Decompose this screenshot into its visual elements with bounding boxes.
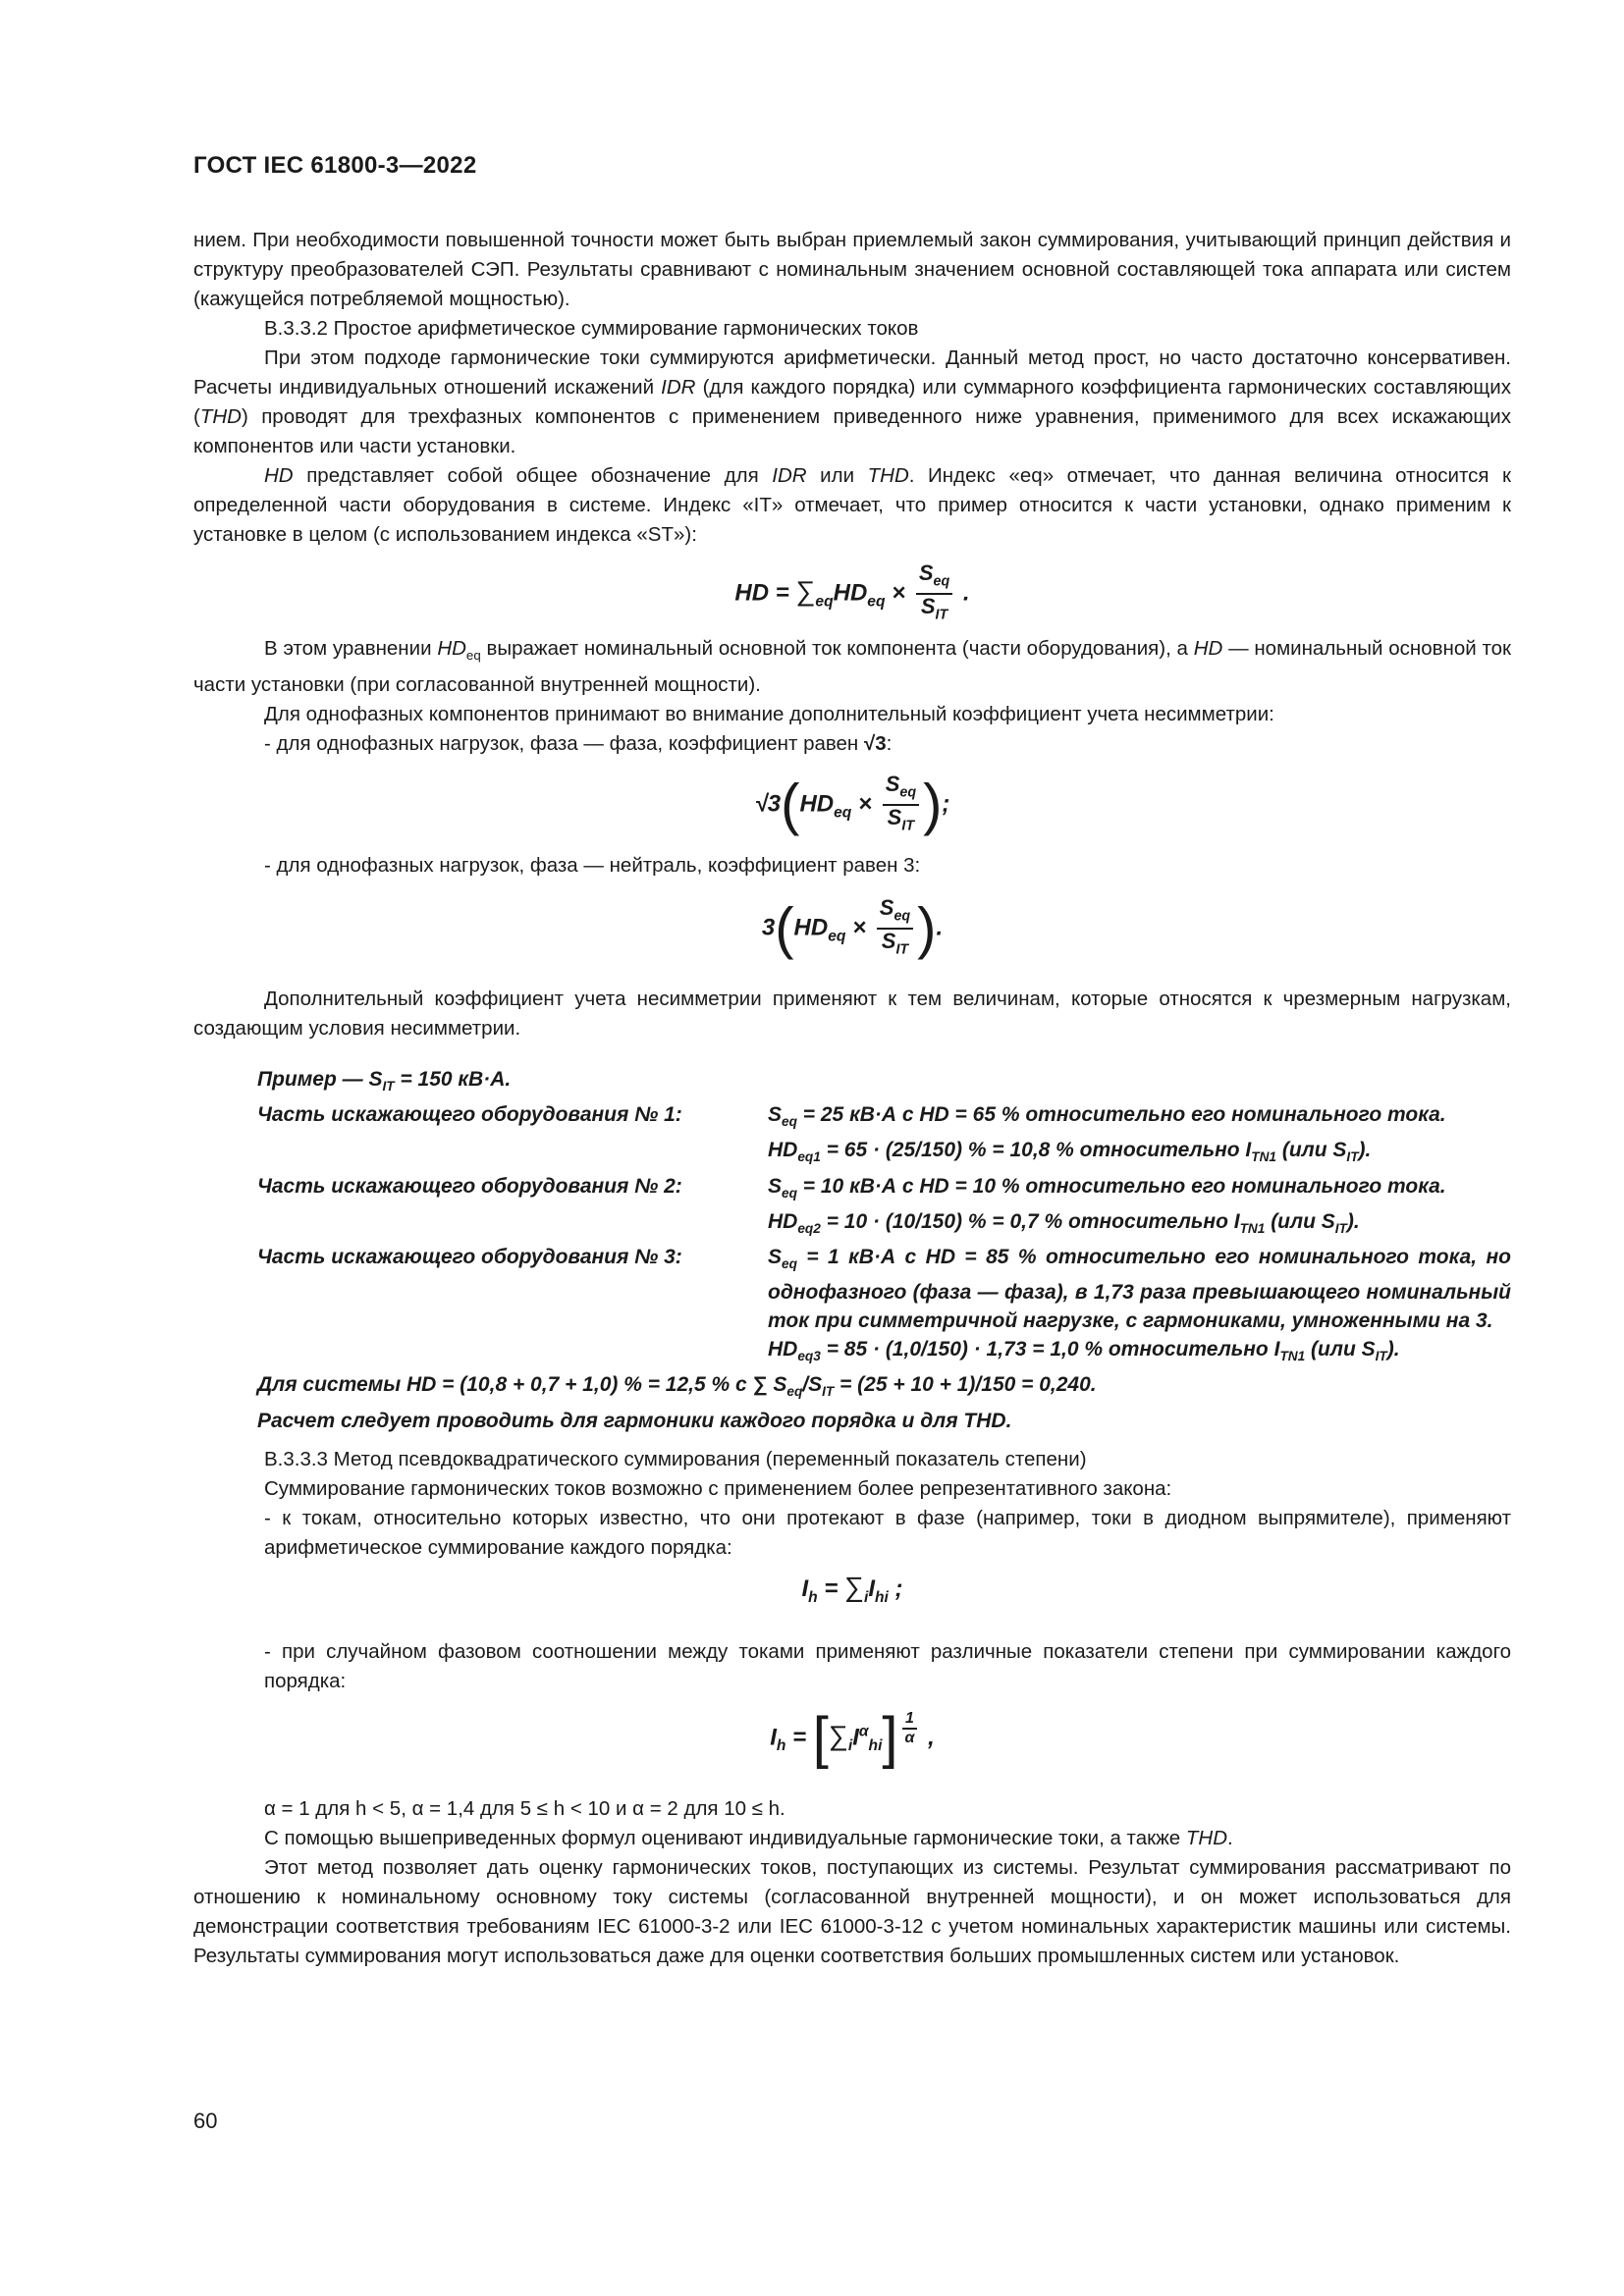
formula-hd-sum: HD = $\sum_{eq}HD_{eq}$ × $\frac{S_{eq}}{S_{IT}}$ . [193, 561, 1511, 616]
section-heading-b332: В.3.3.2 Простое арифметическое суммирование гармонических токов [264, 317, 919, 340]
fraction-seq-sit: $\frac{S_{eq}}{S_{IT}}$ [916, 561, 952, 627]
paragraph-arithmetic-method: При этом подходе гармонические токи суммируются арифметически. Данный метод прост, но часто достаточно консервативен. Расчеты индивидуальных отношений искажений IDR (для каждого порядка) или суммарного коэффициента гармонических составляющих (THD) проводят для трехфазных компонентов с применением приведенного ниже уравнения, применимого для всех искажающих компонентов или части установки. [193, 347, 1511, 457]
bullet-phase-neutral: - для однофазных нагрузок, фаза — нейтраль, коэффициент равен 3: [264, 854, 921, 878]
example-final-note: Расчет следует проводить для гармоники каждого порядка и для THD. [257, 1409, 1012, 1432]
paragraph-continuation: нием. При необходимости повышенной точности может быть выбран приемлемый закон суммирования, учитывающий принцип действия и структуру преобразователей СЭП. Результаты сравнивают с номинальным значением основной составляющей тока аппарата или систем (кажущейся потребляемой мощностью). [193, 229, 1511, 310]
paragraph-thd-note: С помощью вышеприведенных формул оценивают индивидуальные гармонические токи, а также THD. [264, 1826, 1233, 1849]
paragraph-method-assessment: Этот метод позволяет дать оценку гармонических токов, поступающих из системы. Результат суммирования рассматривают по отношению к номинальному основному току системы (согласованной внутренней мощности), и он может использоваться для демонстрации соответствия требованиям IEC 61000-3-2 или IEC 61000-3-12 с учетом номинальных характеристик машины или системы. Результаты суммирования могут использоваться даже для оценки соответствия больших промышленных систем или установок. [193, 1855, 1511, 1967]
example-title: Пример — $S_{IT} = 150$ кВ·А. [257, 1068, 512, 1095]
example-block [257, 1065, 1511, 1435]
formula-3-factor: $3(HD_{eq}$ × $\frac{S_{eq}}{S_{IT}}$ ). [761, 895, 944, 961]
paragraph-single-phase: Для однофазных компонентов принимают во внимание дополнительный коэффициент учета несимметрии: [264, 703, 1274, 726]
example-system-total: Для системы HD = (10,8 + 0,7 + 1,0) % = 12,5 % с ∑ $S_{eq}/S_{IT} = (25 + 10 + 1)/150 = 0,240$. [257, 1373, 1097, 1400]
bullet-in-phase: - к токам, относительно которых известно, что они протекают в фазе (например, токи в диодном выпрямителе), применяют арифметическое суммирование каждого порядка: [264, 1506, 1511, 1559]
bullet-random-phase: - при случайном фазовом соотношении между токами применяют различные показатели степени при суммировании каждого порядка: [264, 1639, 1511, 1692]
document-body [193, 226, 1511, 1971]
example-row-2: Часть искажающего оборудования № 2: $S_{eq} = 10$ кВ·А с HD = 10 % относительно его номинального тока. [257, 1174, 1446, 1201]
example-row-3: Часть искажающего оборудования № 3: $S_{eq} = 1$ кВ·А с HD = 85 % относительно его номинального тока, но однофазного (фаза — фаза), в 1,73 раза превышающего номинальный ток при симметричной нагрузке, с гармониками, умноженными на 3. [257, 1246, 1511, 1333]
page-number: 60 [193, 2109, 218, 2133]
example-calc-2: $HD_{eq2} = 10 \cdot (10/150)$ % = 0,7 % относительно $I_{TN1}$ (или $S_{IT}$). [768, 1209, 1360, 1237]
document-header: ГОСТ IEC 61800-3—2022 [193, 152, 477, 179]
example-row-1: Часть искажающего оборудования № 1: $S_{eq} = 25$ кВ·А с HD = 65 % относительно его номинального тока. [257, 1103, 1446, 1130]
paragraph-hd-definition: HD представляет собой общее обозначение для IDR или THD. Индекс «eq» отмечает, что данная величина относится к определенной части оборудования в системе. Индекс «IT» отмечает, что пример относится к части установки, однако применим к установке в целом (с использованием индекса «ST»): [193, 464, 1512, 546]
example-calc-3: $HD_{eq3} = 85 \cdot (1,0/150) \cdot 1,73 = 1,0$ % относительно $I_{TN1}$ (или $S_{IT}$). [768, 1338, 1400, 1364]
paragraph-equation-explanation: В этом уравнении $HD_{eq}$ выражает номинальный основной ток компонента (части оборудования), а HD — номинальный основной ток части установки (при согласованной внутренней мощности). [193, 637, 1511, 697]
formula-sqrt3-factor: $√3(HD_{eq}$ × $\frac{S_{eq}}{S_{IT}}$ ); [754, 772, 950, 837]
paragraph-pseudo-quadratic: Суммирование гармонических токов возможно с применением более репрезентативного закона: [264, 1476, 1172, 1500]
section-heading-b333: В.3.3.3 Метод псевдоквадратического суммирования (переменный показатель степени) [264, 1447, 1087, 1470]
formula-ih-power-sum: $I_h = [\sum_iI^\alpha_{hi}]$ $\frac{1}{\alpha}$ , [770, 1705, 935, 1770]
bullet-phase-phase: - для однофазных нагрузок, фаза — фаза, коэффициент равен √3: [264, 732, 893, 756]
paragraph-alpha-values: α = 1 для h < 5, α = 1,4 для 5 ≤ h < 10 и α = 2 для 10 ≤ h. [264, 1796, 785, 1820]
example-calc-1: $HD_{eq1} = 65 \cdot (25/150)$ % = 10,8 % относительно $I_{TN1}$ (или $S_{IT}$). [768, 1139, 1372, 1165]
formula-ih-sum: $I_h = \sum_iI_{hi}$ ; [801, 1571, 903, 1606]
paragraph-unbalance-factor: Дополнительный коэффициент учета несимметрии применяют к тем величинам, которые относятся к чрезмерным нагрузкам, создающим условия несимметрии. [193, 988, 1511, 1041]
